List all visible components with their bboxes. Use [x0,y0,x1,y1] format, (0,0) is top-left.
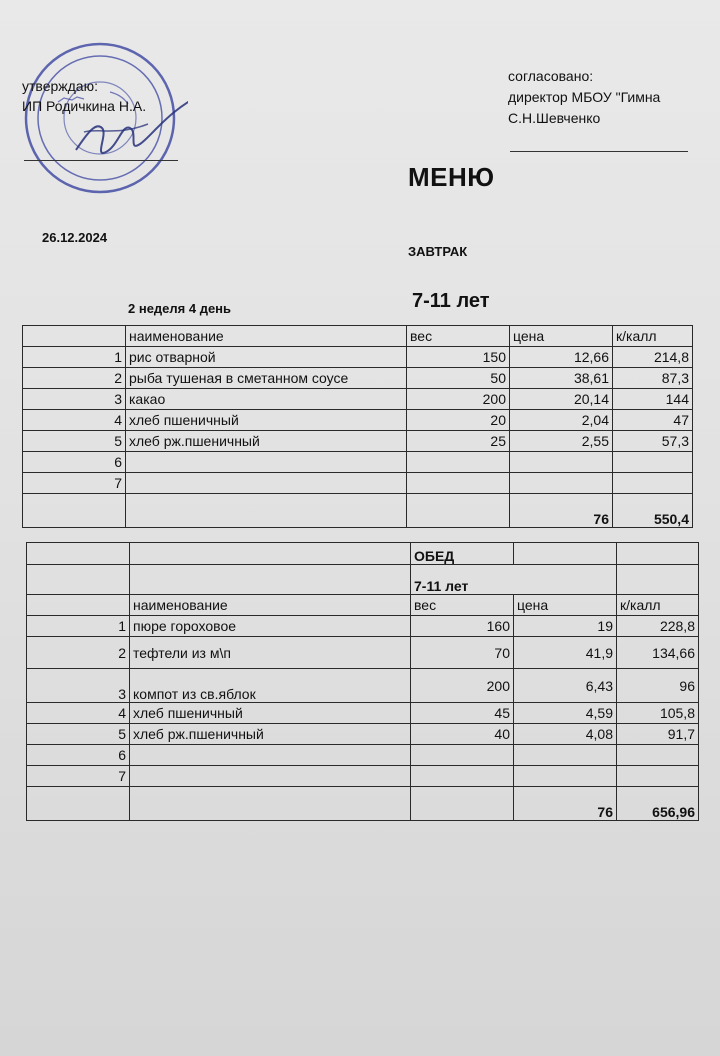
dish-weight [407,473,510,494]
total-row [27,787,699,821]
name-header: наименование [130,595,411,616]
table-row [23,389,693,410]
weight-header: вес [411,595,514,616]
dish-price: 2,04 [510,410,613,431]
dish-name: хлеб рж.пшеничный [126,431,407,452]
name-header: наименование [126,326,407,347]
dish-weight: 150 [407,347,510,368]
row-number: 7 [27,766,130,787]
table-row [27,637,699,669]
table-row [23,431,693,452]
director-name: С.Н.Шевченко [508,110,601,126]
dish-name [126,452,407,473]
lunch-total-kcal: 656,96 [617,787,699,821]
row-number: 7 [23,473,126,494]
dish-name: хлеб рж.пшеничный [130,724,411,745]
dish-kcal [617,745,699,766]
official-seal-stamp [18,32,188,202]
empty-cell [27,787,130,821]
dish-name: хлеб пшеничный [130,703,411,724]
dish-name: компот из св.яблок [130,669,411,703]
empty-cell [514,543,617,565]
lunch-age-label: 7-11 лет [411,565,617,595]
approve-label: утверждаю: [22,78,98,94]
empty-cell [617,565,699,595]
meal-label-row [27,543,699,565]
table-row [27,766,699,787]
row-number: 6 [23,452,126,473]
dish-price: 4,08 [514,724,617,745]
empty-cell [126,494,407,528]
approve-signature-line [24,160,178,161]
table-row [23,452,693,473]
kcal-header: к/калл [613,326,693,347]
breakfast-total-price: 76 [510,494,613,528]
dish-name: пюре гороховое [130,616,411,637]
dish-weight: 45 [411,703,514,724]
table-row [27,703,699,724]
dish-weight: 200 [407,389,510,410]
lunch-table [26,542,699,821]
dish-kcal: 96 [617,669,699,703]
empty-cell [23,494,126,528]
agree-label: согласовано: [508,68,594,84]
table-row [27,616,699,637]
dish-weight [411,745,514,766]
week-day-label: 2 неделя 4 день [128,301,232,316]
dish-kcal [613,452,693,473]
breakfast-total-kcal: 550,4 [613,494,693,528]
breakfast-table [22,325,693,528]
table-row [23,473,693,494]
price-header: цена [514,595,617,616]
dish-weight [411,766,514,787]
empty-cell [130,565,411,595]
lunch-label: ОБЕД [411,543,514,565]
dish-kcal [617,766,699,787]
dish-weight: 70 [411,637,514,669]
age-row [27,565,699,595]
row-number: 1 [23,347,126,368]
dish-kcal: 228,8 [617,616,699,637]
dish-price: 41,9 [514,637,617,669]
dish-name: хлеб пшеничный [126,410,407,431]
dish-kcal: 144 [613,389,693,410]
director-title: директор МБОУ "Гимна [508,89,661,105]
table-header-row [23,326,693,347]
dish-weight: 20 [407,410,510,431]
row-number: 2 [27,637,130,669]
dish-weight: 40 [411,724,514,745]
row-number: 2 [23,368,126,389]
price-header: цена [510,326,613,347]
empty-cell [617,543,699,565]
dish-price [510,473,613,494]
row-number: 4 [27,703,130,724]
dish-weight: 200 [411,669,514,703]
dish-price [514,766,617,787]
dish-name [126,473,407,494]
approver-name: ИП Родичкина Н.А. [22,98,147,114]
dish-kcal: 105,8 [617,703,699,724]
agree-signature-line [510,151,688,152]
dish-kcal: 57,3 [613,431,693,452]
page-title: МЕНЮ [408,162,495,192]
dish-weight [407,452,510,473]
dish-weight: 25 [407,431,510,452]
dish-name: рыба тушеная в сметанном соусе [126,368,407,389]
empty-cell [27,565,130,595]
dish-price: 4,59 [514,703,617,724]
number-header [23,326,126,347]
empty-cell [411,787,514,821]
weight-header: вес [407,326,510,347]
dish-price [510,452,613,473]
dish-price: 6,43 [514,669,617,703]
row-number: 1 [27,616,130,637]
row-number: 4 [23,410,126,431]
lunch-total-price: 76 [514,787,617,821]
empty-cell [130,543,411,565]
table-row [23,410,693,431]
dish-name: тефтели из м\п [130,637,411,669]
table-row [23,347,693,368]
empty-cell [130,787,411,821]
dish-price: 12,66 [510,347,613,368]
row-number: 3 [27,669,130,703]
dish-price: 20,14 [510,389,613,410]
breakfast-age-label: 7-11 лет [412,290,490,312]
dish-weight: 50 [407,368,510,389]
dish-kcal: 47 [613,410,693,431]
dish-weight: 160 [411,616,514,637]
dish-name [130,766,411,787]
table-row [23,368,693,389]
dish-name [130,745,411,766]
approval-block [22,76,146,116]
agreement-block [508,66,660,129]
dish-name: рис отварной [126,347,407,368]
empty-cell [27,543,130,565]
empty-cell [407,494,510,528]
table-header-row [27,595,699,616]
dish-price [514,745,617,766]
kcal-header: к/калл [617,595,699,616]
dish-kcal: 87,3 [613,368,693,389]
dish-kcal: 214,8 [613,347,693,368]
dish-name: какао [126,389,407,410]
row-number: 6 [27,745,130,766]
total-row [23,494,693,528]
breakfast-label: ЗАВТРАК [408,244,468,259]
table-row [27,669,699,703]
dish-kcal: 134,66 [617,637,699,669]
row-number: 5 [27,724,130,745]
table-row [27,724,699,745]
table-row [27,745,699,766]
dish-price: 2,55 [510,431,613,452]
row-number: 5 [23,431,126,452]
menu-date: 26.12.2024 [42,230,108,245]
number-header [27,595,130,616]
row-number: 3 [23,389,126,410]
dish-price: 38,61 [510,368,613,389]
dish-kcal: 91,7 [617,724,699,745]
dish-price: 19 [514,616,617,637]
dish-kcal [613,473,693,494]
